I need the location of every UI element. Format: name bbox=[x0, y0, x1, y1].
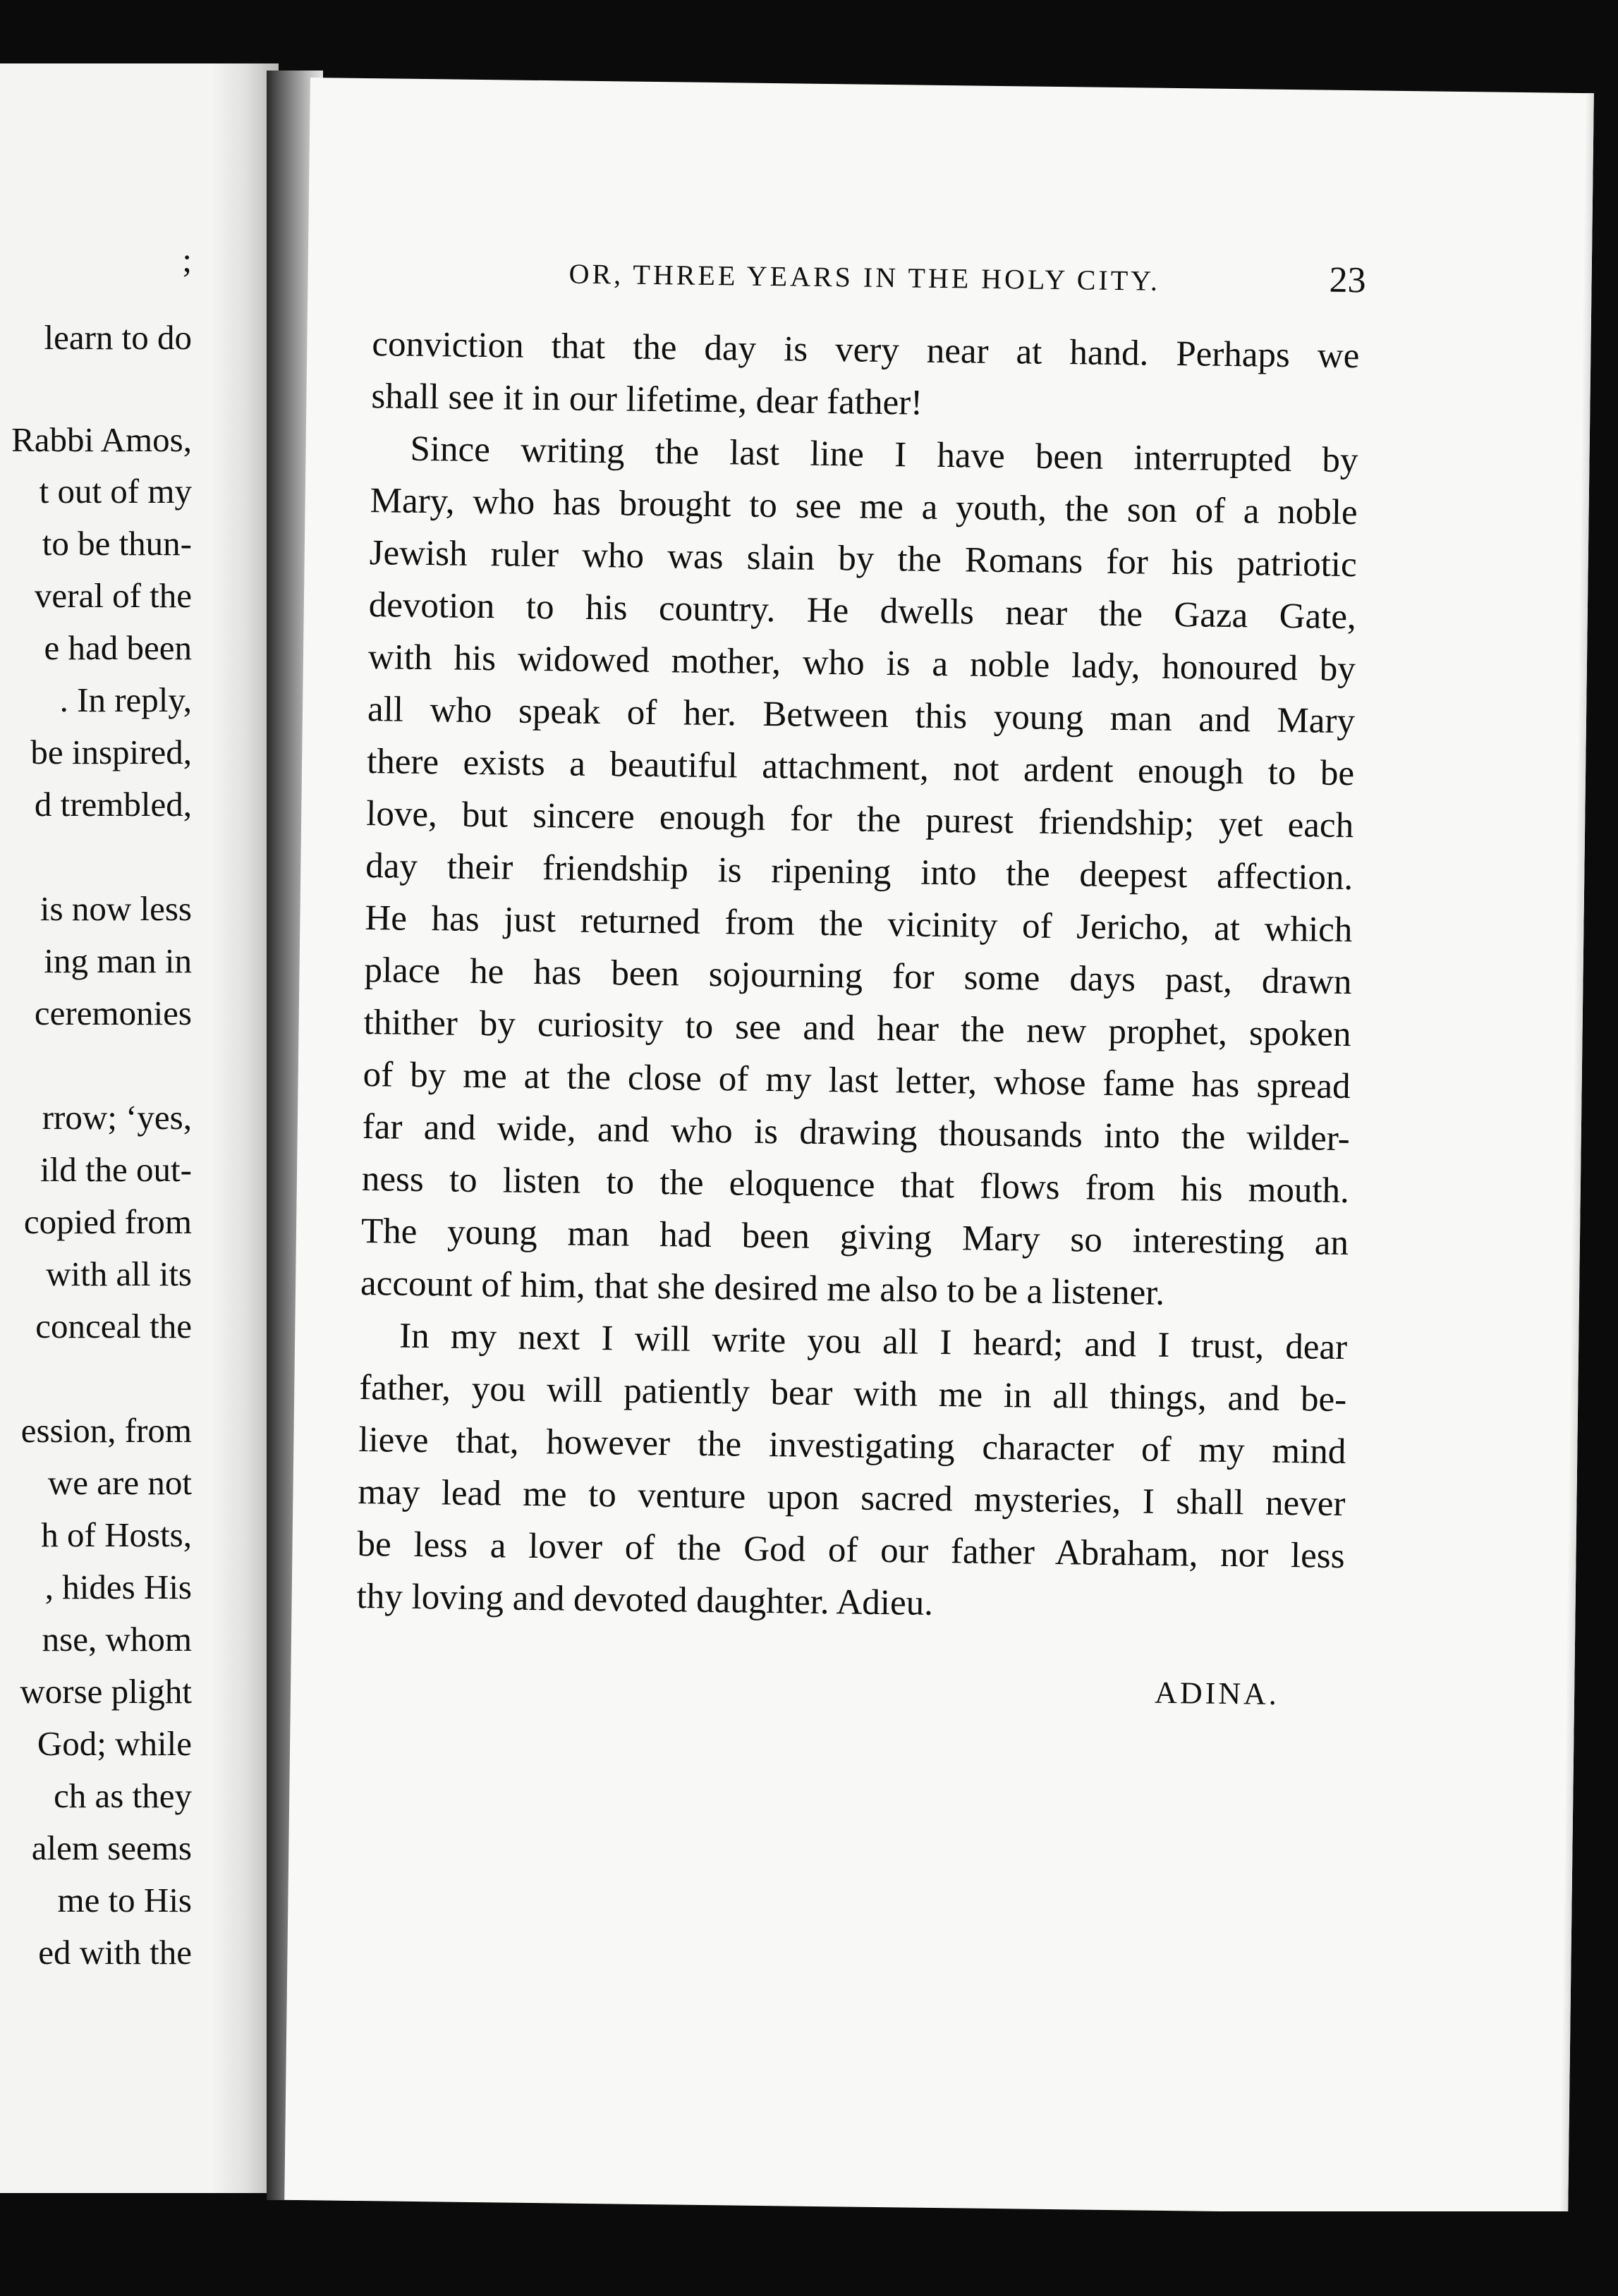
left-line: learn to do bbox=[44, 318, 192, 357]
left-line: copied from bbox=[23, 1202, 192, 1241]
left-line: with all its bbox=[46, 1254, 192, 1293]
left-line: ; bbox=[182, 240, 192, 279]
left-line: e had been bbox=[44, 628, 192, 667]
text-line: shall see it in our lifetime, dear father! bbox=[371, 377, 923, 423]
text-line: love, but sincere enough for the purest friendship; yet each bbox=[365, 794, 1354, 846]
text-line: account of him, that she desired me also to be a listener. bbox=[360, 1263, 1165, 1313]
left-line: t out of my bbox=[39, 472, 192, 511]
left-line: . In reply, bbox=[59, 680, 192, 719]
left-line: rrow; ‘yes, bbox=[42, 1098, 192, 1137]
text-line: father, you will patiently bear with me in all things, and be- bbox=[358, 1367, 1347, 1420]
left-line: ceremonies bbox=[34, 994, 192, 1032]
text-line: place he has been sojourning for some days past, drawn bbox=[364, 951, 1352, 1003]
text-line: Jewish ruler who was slain by the Romans for his patriotic bbox=[369, 533, 1358, 585]
left-line: ild the out- bbox=[39, 1150, 192, 1189]
text-line: far and wide, and who is drawing thousands into the wilder- bbox=[362, 1107, 1351, 1159]
text-line: may lead me to venture upon sacred mysteries, I shall never bbox=[358, 1472, 1346, 1525]
text-line: ness to listen to the eloquence that flows from his mouth. bbox=[361, 1159, 1350, 1211]
body-text bbox=[356, 318, 1359, 1635]
text-line: there exists a beautiful attachment, not ardent enough to be bbox=[366, 742, 1355, 794]
left-line: ession, from bbox=[20, 1411, 192, 1450]
text-line: He has just returned from the vicinity of Jericho, at which bbox=[365, 898, 1353, 951]
left-line: God; while bbox=[37, 1724, 192, 1763]
text-line: devotion to his country. He dwells near the Gaza Gate, bbox=[368, 585, 1357, 637]
page-number: 23 bbox=[1329, 259, 1366, 301]
text-line: of by me at the close of my last letter, whose fame has spread bbox=[363, 1055, 1351, 1107]
left-line: worse plight bbox=[20, 1672, 192, 1711]
signature: ADINA. bbox=[1154, 1675, 1280, 1711]
scan-border bbox=[0, 2211, 1618, 2296]
page-edge bbox=[1559, 93, 1594, 2216]
text-line: thy loving and devoted daughter. Adieu. bbox=[356, 1576, 934, 1623]
left-line: ch as they bbox=[54, 1776, 192, 1815]
right-page bbox=[284, 78, 1594, 2216]
left-page bbox=[0, 63, 279, 2193]
left-line: we are not bbox=[47, 1463, 192, 1502]
left-line: conceal the bbox=[35, 1307, 192, 1345]
text-line: Mary, who has brought to see me a youth, the son of a noble bbox=[370, 481, 1358, 533]
text-line: be less a lover of the God of our father Abraham, nor less bbox=[357, 1524, 1345, 1577]
text-line: Since writing the last line I have been interrupted by bbox=[410, 429, 1358, 481]
text-line: with his widowed mother, who is a noble lady, honoured by bbox=[367, 637, 1356, 690]
left-line: be inspired, bbox=[30, 733, 192, 771]
left-line: ed with the bbox=[38, 1933, 192, 1972]
left-line: d trembled, bbox=[34, 785, 192, 824]
left-line: to be thun- bbox=[42, 524, 192, 563]
text-line: day their friendship is ripening into the deepest affection. bbox=[365, 846, 1354, 898]
left-line: me to His bbox=[57, 1881, 192, 1919]
left-line: ing man in bbox=[44, 941, 192, 980]
text-line: thither by curiosity to see and hear the new prophet, spoken bbox=[363, 1003, 1351, 1055]
text-line: conviction that the day is very near at hand. Perhaps we bbox=[372, 324, 1360, 377]
left-line: is now less bbox=[39, 889, 192, 928]
running-head: OR, THREE YEARS IN THE HOLY CITY. bbox=[568, 257, 1161, 297]
left-line: nse, whom bbox=[42, 1620, 192, 1659]
left-line: alem seems bbox=[31, 1828, 192, 1867]
text-line: lieve that, however the investigating character of my mind bbox=[358, 1419, 1346, 1472]
left-line: h of Hosts, bbox=[41, 1515, 192, 1554]
text-line: The young man had been giving Mary so interesting an bbox=[360, 1211, 1349, 1264]
left-line: veral of the bbox=[34, 576, 192, 615]
left-line: , hides His bbox=[44, 1568, 192, 1606]
text-line: all who speak of her. Between this young man and Mary bbox=[367, 690, 1356, 742]
text-line: In my next I will write you all I heard; and I trust, dear bbox=[399, 1316, 1348, 1368]
left-line: Rabbi Amos, bbox=[11, 420, 192, 459]
